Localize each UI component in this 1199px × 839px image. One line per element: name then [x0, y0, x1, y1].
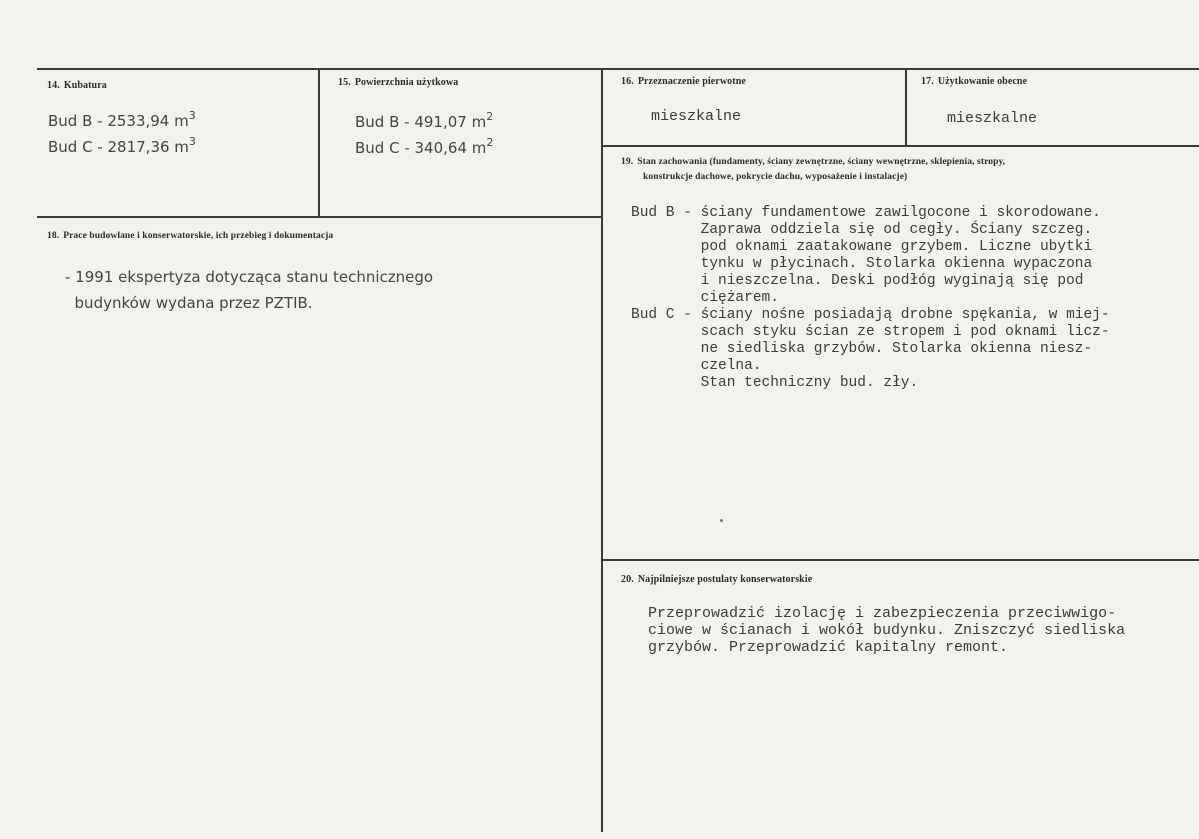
field-17-label: 17. Użytkowanie obecne: [921, 76, 1028, 87]
field-16-value: mieszkalne: [651, 108, 742, 125]
rule-under-14-15: [37, 216, 603, 218]
field-18-line-2: budynków wydana przez PZTIB.: [65, 294, 313, 312]
field-15-row-2: Bud C - 340,64 $m^2$: [355, 136, 494, 157]
field-19-label-line-2: konstrukcje dachowe, pokrycie dachu, wyposażenie i instalacje): [643, 172, 908, 182]
field-17-value: mieszkalne: [947, 110, 1038, 127]
field-18-line-1: - 1991 ekspertyza dotycząca stanu technicznego: [65, 268, 434, 286]
divider-16-17: [905, 68, 907, 146]
field-19-label: 19. Stan zachowania (fundamenty, ściany zewnętrzne, ściany wewnętrzne, sklepienia, stropy,: [621, 157, 1006, 167]
main-column-divider: [601, 68, 603, 832]
field-15-label: 15. Powierzchnia użytkowa: [338, 77, 459, 88]
divider-14-15: [318, 68, 320, 217]
field-14-row-2: Bud C - 2817,36 $m^3$: [48, 135, 196, 156]
field-19-text: Bud B - ściany fundamentowe zawilgocone i skorodowane. Zaprawa oddziela się od cegły. Ściany szczeg. pod oknami zaatakowane grzybem. Liczne ubytki tynku w płycinach. Stolarka okienna wypaczona i nieszczelna. Deski podłóg wyginają się pod ciężarem. Bud C - ściany nośne posiadają drobne spękania, w miej- scach styku ścian ze stropem i pod oknami licz- ne siedliska grzybów. Stolarka okienna niesz- czelna. Stan techniczny bud. zły.: [631, 205, 1110, 391]
field-14-row-1: Bud B - 2533,94 $m^3$: [48, 109, 196, 130]
ink-speck: [720, 519, 723, 522]
field-15-row-1: Bud B - 491,07 $m^2$: [355, 110, 494, 131]
field-20-text: Przeprowadzić izolację i zabezpieczenia przeciwwigo- ciowe w ścianach i wokół budynku. Zniszczyć siedliska grzybów. Przeprowadzić kapitalny remont.: [648, 605, 1126, 656]
field-16-label: 16. Przeznaczenie pierwotne: [621, 76, 746, 87]
field-18-label: 18. Prace budowlane i konserwatorskie, ich przebieg i dokumentacja: [47, 231, 334, 241]
field-20-label: 20. Najpilniejsze postulaty konserwatorskie: [621, 574, 813, 585]
field-14-label: 14. Kubatura: [47, 80, 107, 91]
top-rule: [37, 68, 1199, 70]
rule-under-19: [603, 559, 1199, 561]
rule-under-16-17: [603, 145, 1199, 147]
